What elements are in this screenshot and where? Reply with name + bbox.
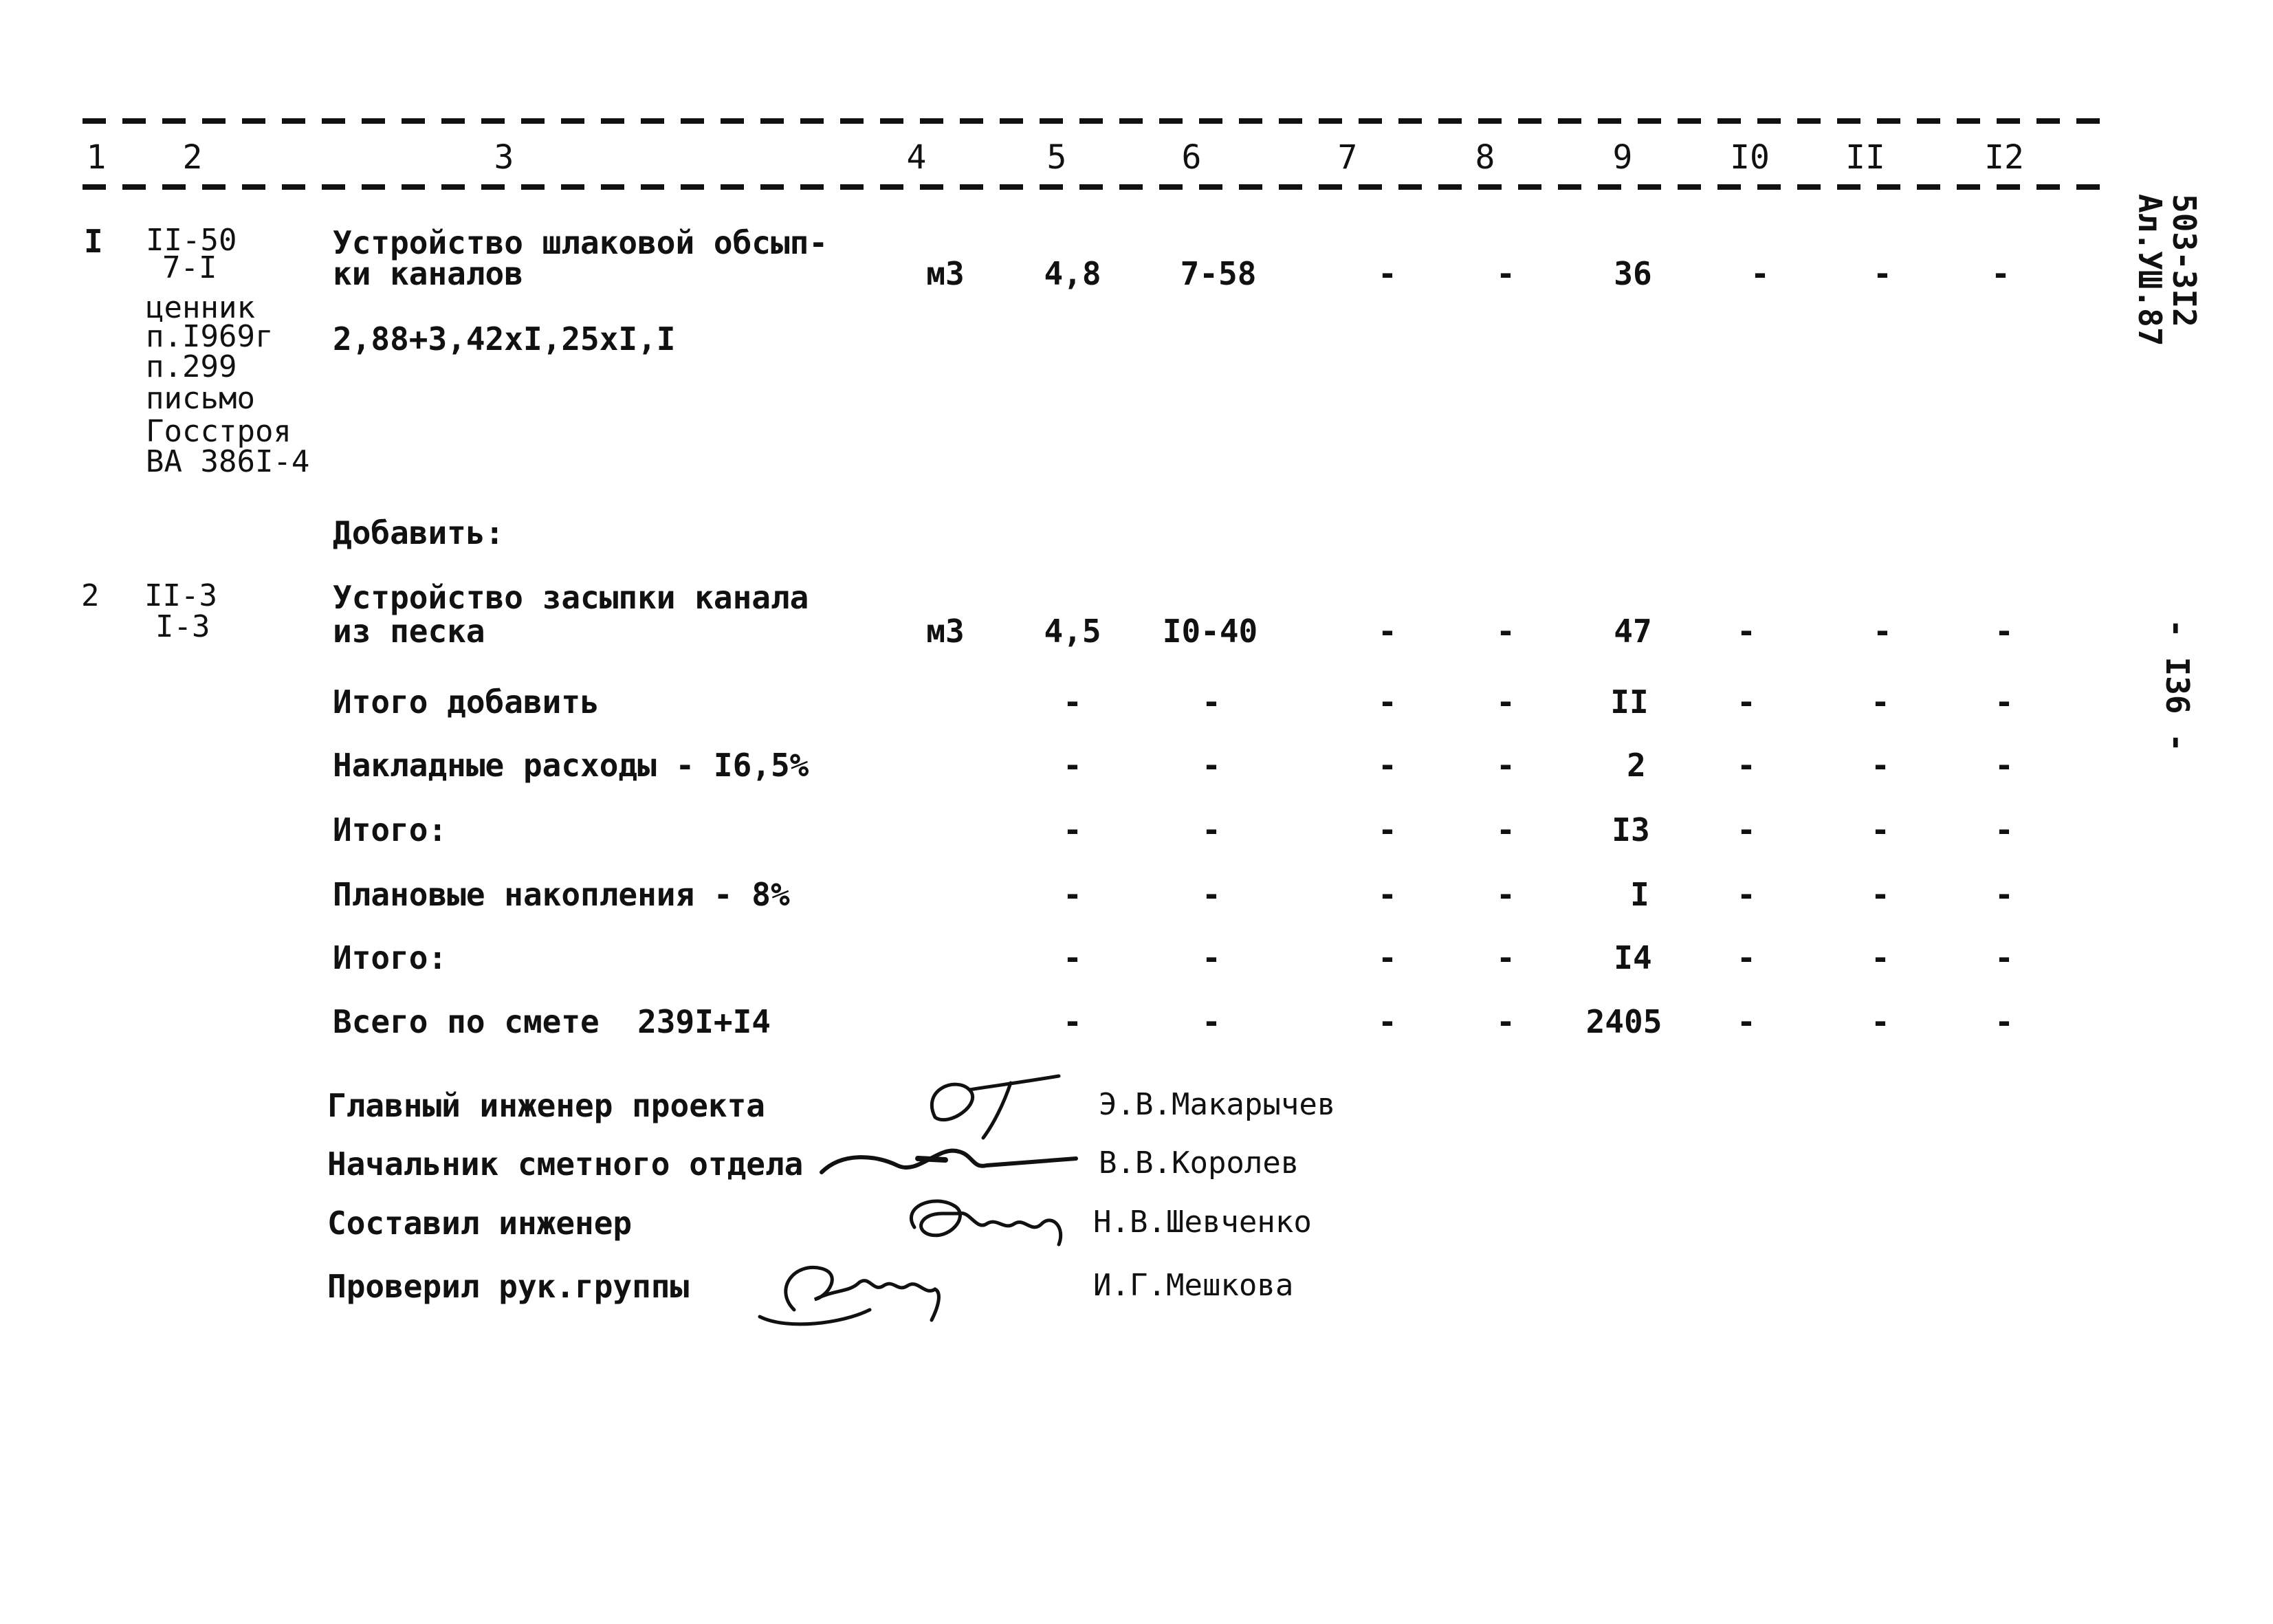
handwritten-signature-4 [746,1241,980,1337]
summary-label: Итого: [333,811,448,848]
summary-col-8: - [1496,683,1515,721]
item-code-line: п.I969г [146,319,274,354]
column-header-7: 7 [1337,138,1358,177]
signature-name: И.Г.Мешкова [1093,1268,1294,1303]
column-header-2: 2 [182,138,203,177]
summary-col-7: - [1378,939,1397,976]
summary-col-9: 2 [1627,747,1646,784]
item-col-11: - [1873,613,1892,650]
doc-code-vertical [2166,194,2203,327]
summary-col-9: I4 [1614,939,1652,976]
summary-col-6: - [1202,939,1221,976]
summary-col-10: - [1737,939,1756,976]
doc-code: 503-3I2 [2166,194,2203,327]
item-code-line: II-50 [146,223,237,258]
item-code-line: I-3 [155,609,210,644]
item-col-11: - [1873,255,1892,292]
item-col-12: - [1991,255,2010,292]
column-header-11: II [1845,138,1885,177]
item-col-12: - [1995,613,2014,650]
column-header-3: 3 [494,138,514,177]
summary-col-8: - [1496,876,1515,913]
column-header-6: 6 [1181,138,1202,177]
item-description-line: из песка [333,613,485,650]
summary-col-5: - [1063,747,1082,784]
summary-col-5: - [1063,811,1082,848]
item-code-line: II-3 [144,578,217,613]
header-bottom-rule [83,184,2111,190]
summary-col-6: - [1202,811,1221,848]
signature-name: В.В.Королев [1099,1145,1299,1181]
item-col-9: 47 [1614,613,1652,650]
summary-col-11: - [1871,683,1890,721]
column-header-1: 1 [86,138,107,177]
item-unit: м3 [926,255,965,292]
summary-col-11: - [1871,939,1890,976]
summary-col-5: - [1063,683,1082,721]
item-code-line: ценник [146,290,255,325]
page-number: - I36 - [2159,619,2196,752]
item-col-8: - [1496,613,1515,650]
item-unit-price: 7-58 [1180,255,1257,292]
summary-col-6: - [1202,876,1221,913]
summary-col-10: - [1737,1003,1756,1040]
summary-col-5: - [1063,1003,1082,1040]
item-col-7: - [1378,613,1397,650]
summary-label: Плановые накопления - 8% [333,876,790,913]
signature-role: Составил инженер [327,1205,633,1242]
item-col-10: - [1737,613,1756,650]
summary-col-10: - [1737,876,1756,913]
signature-name: Э.В.Макарычев [1099,1087,1336,1122]
summary-col-7: - [1378,811,1397,848]
item-description-line: ки каналов [333,255,523,292]
summary-col-9: II [1610,683,1649,721]
signature-name: Н.В.Шевченко [1093,1205,1312,1240]
summary-col-7: - [1378,876,1397,913]
item-quantity: 4,5 [1044,613,1101,650]
summary-col-6: - [1202,747,1221,784]
summary-col-8: - [1496,747,1515,784]
summary-col-7: - [1378,1003,1397,1040]
summary-col-5: - [1063,876,1082,913]
summary-label: Всего по смете 239I+I4 [333,1003,771,1040]
summary-label: Накладные расходы - I6,5% [333,747,809,784]
album-code: Ал.УШ.87 [2131,194,2168,347]
summary-col-9: I [1630,876,1649,913]
item-quantity: 4,8 [1044,255,1101,292]
column-header-5: 5 [1046,138,1067,177]
item-code-line: ВА 386I-4 [146,444,310,479]
signature-role: Проверил рук.группы [327,1268,690,1305]
item-code-line: 7-I [162,250,217,285]
summary-col-11: - [1871,747,1890,784]
summary-col-11: - [1871,876,1890,913]
summary-col-8: - [1496,1003,1515,1040]
summary-col-5: - [1063,939,1082,976]
header-top-rule [83,118,2111,124]
summary-label: Итого: [333,939,448,976]
page-number-vertical [2159,619,2196,752]
signature-role: Начальник сметного отдела [327,1145,804,1183]
summary-col-10: - [1737,747,1756,784]
summary-col-10: - [1737,683,1756,721]
summary-col-12: - [1995,939,2014,976]
add-section-label: Добавить: [333,514,505,551]
column-header-4: 4 [906,138,927,177]
item-unit: м3 [926,613,965,650]
item-unit-price: I0-40 [1162,613,1258,650]
summary-label: Итого добавить [333,683,600,721]
item-description-line: Устройство шлаковой обсып- [333,224,828,261]
item-formula: 2,88+3,42xI,25xI,I [333,320,676,358]
album-vertical [2131,194,2168,347]
handwritten-signature-2 [815,1138,1090,1186]
summary-col-12: - [1995,747,2014,784]
item-col-10: - [1750,255,1770,292]
handwritten-signature-1 [908,1062,1086,1145]
summary-col-11: - [1871,811,1890,848]
summary-col-9: I3 [1612,811,1650,848]
item-col-9: 36 [1614,255,1652,292]
item-col-8: - [1496,255,1515,292]
summary-col-12: - [1995,876,2014,913]
item-code-line: письмо [146,381,255,416]
signature-role: Главный инженер проекта [327,1087,765,1124]
column-header-9: 9 [1612,138,1633,177]
summary-col-12: - [1995,683,2014,721]
summary-col-7: - [1378,683,1397,721]
column-header-10: I0 [1730,138,1770,177]
summary-col-6: - [1202,1003,1221,1040]
summary-col-6: - [1202,683,1221,721]
item-code-line: Госстроя [146,414,292,449]
item-description-line: Устройство засыпки канала [333,579,809,616]
summary-col-9: 2405 [1585,1003,1662,1040]
summary-col-8: - [1496,811,1515,848]
item-col-7: - [1378,255,1397,292]
summary-col-12: - [1995,1003,2014,1040]
column-header-8: 8 [1475,138,1495,177]
item-code-line: п.299 [146,349,237,384]
summary-col-8: - [1496,939,1515,976]
item-number: I [84,223,103,260]
summary-col-11: - [1871,1003,1890,1040]
summary-col-12: - [1995,811,2014,848]
item-number: 2 [81,578,100,613]
column-header-12: I2 [1984,138,2024,177]
summary-col-7: - [1378,747,1397,784]
summary-col-10: - [1737,811,1756,848]
